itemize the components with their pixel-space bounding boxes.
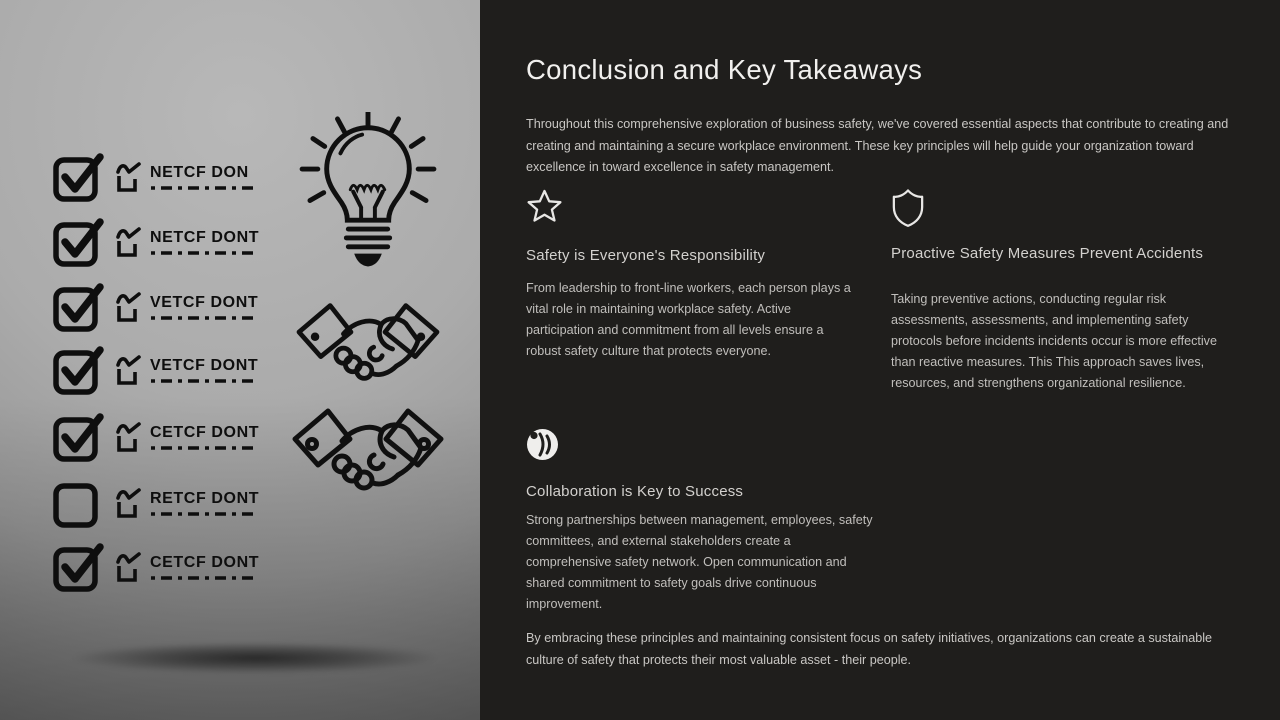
clipart-panel xyxy=(0,0,480,720)
task-icon xyxy=(116,355,142,386)
task-icon xyxy=(116,227,142,258)
checklist-label: CETCF DONT xyxy=(150,423,260,441)
dash-line-icon xyxy=(150,445,254,451)
checklist-item xyxy=(52,411,259,463)
takeaway-heading: Proactive Safety Measures Prevent Accidents xyxy=(891,245,1204,262)
checklist-item xyxy=(52,216,259,268)
dash-line-icon xyxy=(150,315,254,321)
checklist-item xyxy=(52,541,259,593)
checkbox-icon xyxy=(52,152,102,202)
takeaway-body: Strong partnerships between management, employees, safety committees, and external stakeholders create a comprehensive safety network. Open communication and shared commitment to safety goals drive continuous improvement. xyxy=(526,513,873,611)
takeaway-heading: Safety is Everyone's Responsibility xyxy=(526,247,766,264)
takeaway-section xyxy=(891,188,1241,394)
star-icon xyxy=(526,188,860,226)
dash-line-icon xyxy=(150,378,254,384)
checklist-label: NETCF DON xyxy=(150,163,249,181)
checklist-label: VETCF DONT xyxy=(150,356,259,374)
task-icon xyxy=(116,488,142,519)
dash-line-icon xyxy=(150,511,254,517)
checkbox-icon xyxy=(52,217,102,267)
checkbox-icon xyxy=(52,542,102,592)
takeaway-section xyxy=(526,428,874,615)
checkbox-icon xyxy=(52,478,102,528)
page-title: Conclusion and Key Takeaways xyxy=(526,54,923,85)
dash-line-icon xyxy=(150,250,254,256)
checkbox-icon xyxy=(52,412,102,462)
takeaway-heading: Collaboration is Key to Success xyxy=(526,483,744,500)
task-icon xyxy=(116,292,142,323)
task-icon xyxy=(116,162,142,193)
checkbox-icon xyxy=(52,282,102,332)
checklist-label: NETCF DONT xyxy=(150,228,260,246)
takeaway-section xyxy=(526,188,860,362)
dash-line-icon xyxy=(150,575,254,581)
collaboration-icon xyxy=(526,428,874,466)
lightbulb-icon xyxy=(294,112,442,294)
takeaway-body: Taking preventive actions, conducting regular risk assessments, assessments, and implementing safety protocols before incidents incidents occur is more effective than reactive measures. This This approach saves lives, resources, and strengthens organizational resilience. xyxy=(891,292,1217,390)
shield-icon xyxy=(891,188,1241,226)
handshake-icon xyxy=(292,298,444,402)
task-icon xyxy=(116,552,142,583)
handshake-icon xyxy=(288,402,448,514)
checklist-label: CETCF DONT xyxy=(150,553,260,571)
checklist-label: RETCF DONT xyxy=(150,489,260,507)
slide-content-panel xyxy=(480,0,1280,720)
checklist-item xyxy=(52,344,258,396)
ground-shadow xyxy=(70,642,440,674)
checklist-item xyxy=(52,281,258,333)
dash-line-icon xyxy=(150,185,254,191)
closing-paragraph: By embracing these principles and maintaining consistent focus on safety initiatives, organizations can create a sustainable culture of safety that protects their most valuable asset - their people. xyxy=(526,631,1213,667)
checkbox-icon xyxy=(52,345,102,395)
task-icon xyxy=(116,422,142,453)
checklist-item xyxy=(52,477,259,529)
takeaway-body: From leadership to front-line workers, each person plays a vital role in maintaining workplace safety. Active participation and commitment from all levels ensure a robust safety culture that protects everyone. xyxy=(526,281,851,358)
checklist-item xyxy=(52,151,254,203)
intro-paragraph: Throughout this comprehensive exploration of business safety, we've covered essential aspects that contribute to creating and creating and maintaining a secure workplace environment. These key principles will help guide your organization toward excellence in toward excellence in safety management. xyxy=(526,117,1229,174)
checklist-label: VETCF DONT xyxy=(150,293,259,311)
